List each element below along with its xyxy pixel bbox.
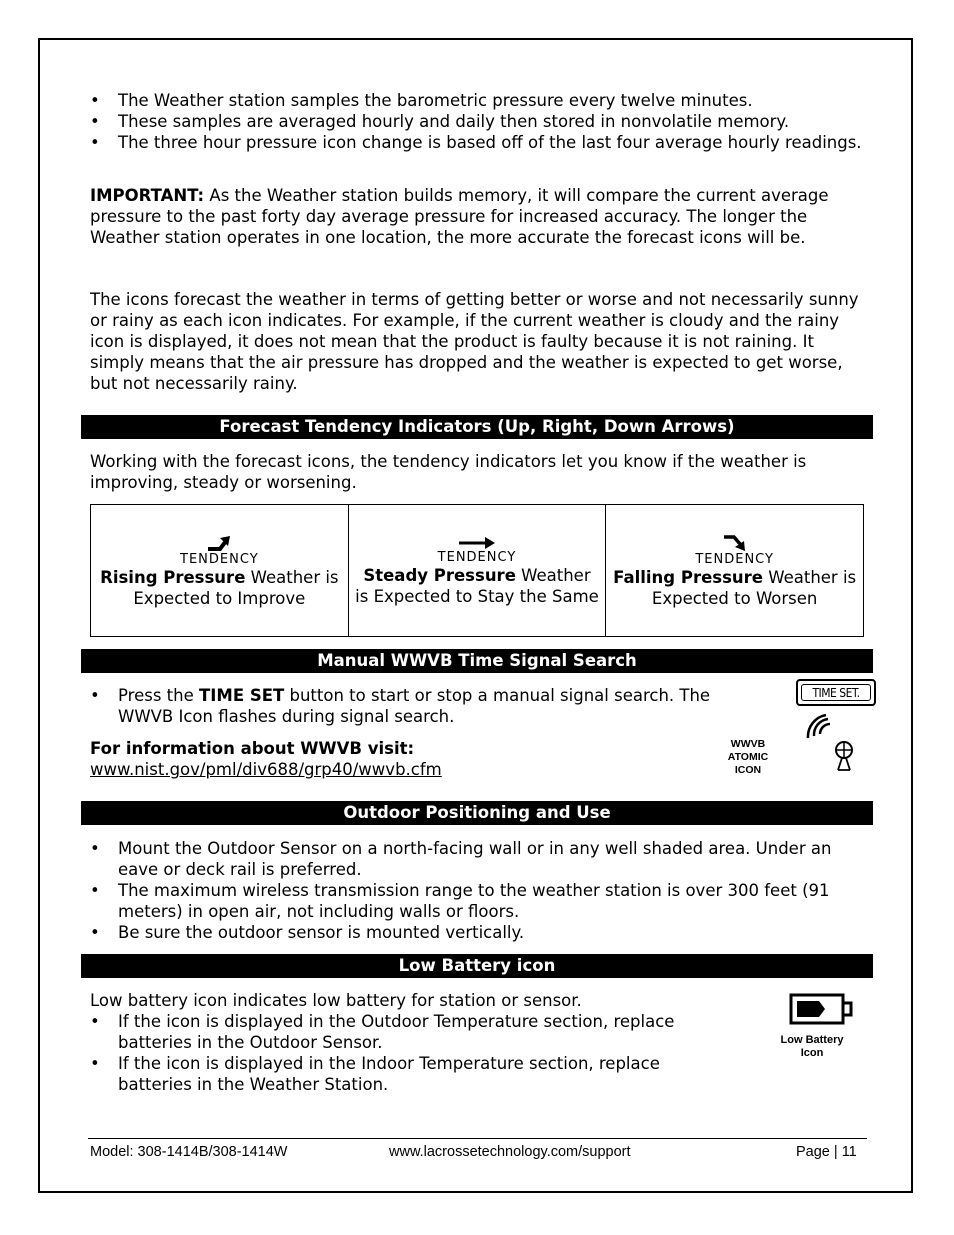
- footer-page-number: Page | 11: [796, 1144, 857, 1160]
- section-header-outdoor: Outdoor Positioning and Use: [81, 801, 873, 825]
- list-item: • The three hour pressure icon change is based off of the last four average hourly readings.: [90, 132, 870, 153]
- wwvb-bullet-text-rest: button to start or stop a manual signal search. The WWVB Icon flashes during signal search.: [118, 686, 711, 726]
- tendency-cell-rising: [91, 505, 349, 637]
- wwvb-bullet-list: [90, 685, 750, 727]
- outdoor-bullet-list: [90, 838, 870, 943]
- low-battery-icon-label: [770, 1034, 854, 1060]
- low-battery-icon-label-line: Icon: [800, 1047, 824, 1059]
- list-item: • The maximum wireless transmission range to the weather station is over 300 feet (91 meters) in open air, not including walls or floors.: [90, 880, 870, 922]
- wwvb-icon-label-line: ICON: [734, 764, 762, 776]
- wwvb-signal-icon: [806, 714, 858, 776]
- section-header-wwvb: Manual WWVB Time Signal Search: [81, 649, 873, 673]
- intro-bullet-list: [90, 90, 870, 153]
- battery-intro: Low battery icon indicates low battery for station or sensor.: [90, 991, 582, 1010]
- tendency-cell-steady: [348, 505, 606, 637]
- tendency-word: TENDENCY: [695, 551, 774, 567]
- rising-pressure-label: Rising Pressure: [100, 567, 246, 587]
- footer-divider: [88, 1138, 867, 1139]
- important-text: As the Weather station builds memory, it will compare the current average pressure to the past forty day average pressure for increased accuracy. The longer the Weather station operates in one location, the more accurate the forecast icons will be.: [90, 186, 829, 247]
- wwvb-icon-label-line: WWVB: [730, 738, 766, 750]
- list-item: • The Weather station samples the barometric pressure every twelve minutes.: [90, 90, 870, 111]
- icons-paragraph: The icons forecast the weather in terms of getting better or worse and not necessarily sunny or rainy as each icon indicates. For example, if the current weather is cloudy and the rainy icon is displayed, it does not mean that the product is faulty because it is not raining. It simply means that the air pressure has dropped and the weather is expected to get worse, but not necessarily rainy.: [90, 290, 859, 393]
- important-paragraph: [90, 185, 868, 248]
- section-header-forecast: Forecast Tendency Indicators (Up, Right, Down Arrows): [81, 415, 873, 439]
- tendency-table: [90, 504, 864, 637]
- right-arrow-icon: [355, 535, 600, 551]
- footer-url: www.lacrossetechnology.com/support: [389, 1144, 631, 1160]
- steady-pressure-text: Weather is Expected to Stay the Same: [355, 565, 599, 606]
- wwvb-icon-label: [718, 738, 778, 777]
- list-item: • Mount the Outdoor Sensor on a north-facing wall or in any well shaded area. Under an eave or deck rail is preferred.: [90, 838, 870, 880]
- wwvb-bullet-text: Press the: [118, 686, 199, 705]
- wwvb-info-link[interactable]: www.nist.gov/pml/div688/grp40/wwvb.cfm: [90, 760, 442, 779]
- steady-pressure-label: Steady Pressure: [363, 565, 516, 585]
- low-battery-icon-label-line: Low Battery: [780, 1034, 844, 1046]
- time-set-button-label: TIME SET.: [801, 684, 871, 701]
- battery-bullet-list: [90, 1011, 730, 1095]
- time-set-label: TIME SET: [199, 686, 285, 705]
- wwvb-icon-label-line: ATOMIC: [727, 751, 769, 763]
- list-item: • These samples are averaged hourly and daily then stored in nonvolatile memory.: [90, 111, 870, 132]
- falling-pressure-text: Weather is Expected to Worsen: [651, 567, 857, 608]
- list-item: • If the icon is displayed in the Outdoor Temperature section, replace batteries in the Outdoor Sensor.: [90, 1011, 730, 1053]
- falling-pressure-label: Falling Pressure: [613, 567, 763, 587]
- forecast-intro: Working with the forecast icons, the tendency indicators let you know if the weather is improving, steady or worsening.: [90, 452, 807, 492]
- tendency-word: TENDENCY: [180, 551, 259, 567]
- wwvb-info-label: For information about WWVB visit:: [90, 739, 415, 758]
- list-item: • If the icon is displayed in the Indoor Temperature section, replace batteries in the Weather Station.: [90, 1053, 730, 1095]
- down-right-arrow-icon: [612, 533, 857, 553]
- tendency-cell-falling: [606, 505, 864, 637]
- time-set-button-icon: [796, 679, 876, 706]
- list-item: [90, 685, 750, 727]
- list-item: • Be sure the outdoor sensor is mounted vertically.: [90, 922, 870, 943]
- rising-pressure-text: Weather is Expected to Improve: [133, 567, 339, 608]
- footer-model: Model: 308-1414B/308-1414W: [90, 1144, 288, 1160]
- important-label: IMPORTANT:: [90, 186, 205, 205]
- section-header-battery: Low Battery icon: [81, 954, 873, 978]
- up-right-arrow-icon: [97, 533, 342, 553]
- tendency-word: TENDENCY: [437, 549, 517, 565]
- low-battery-icon: [789, 993, 853, 1031]
